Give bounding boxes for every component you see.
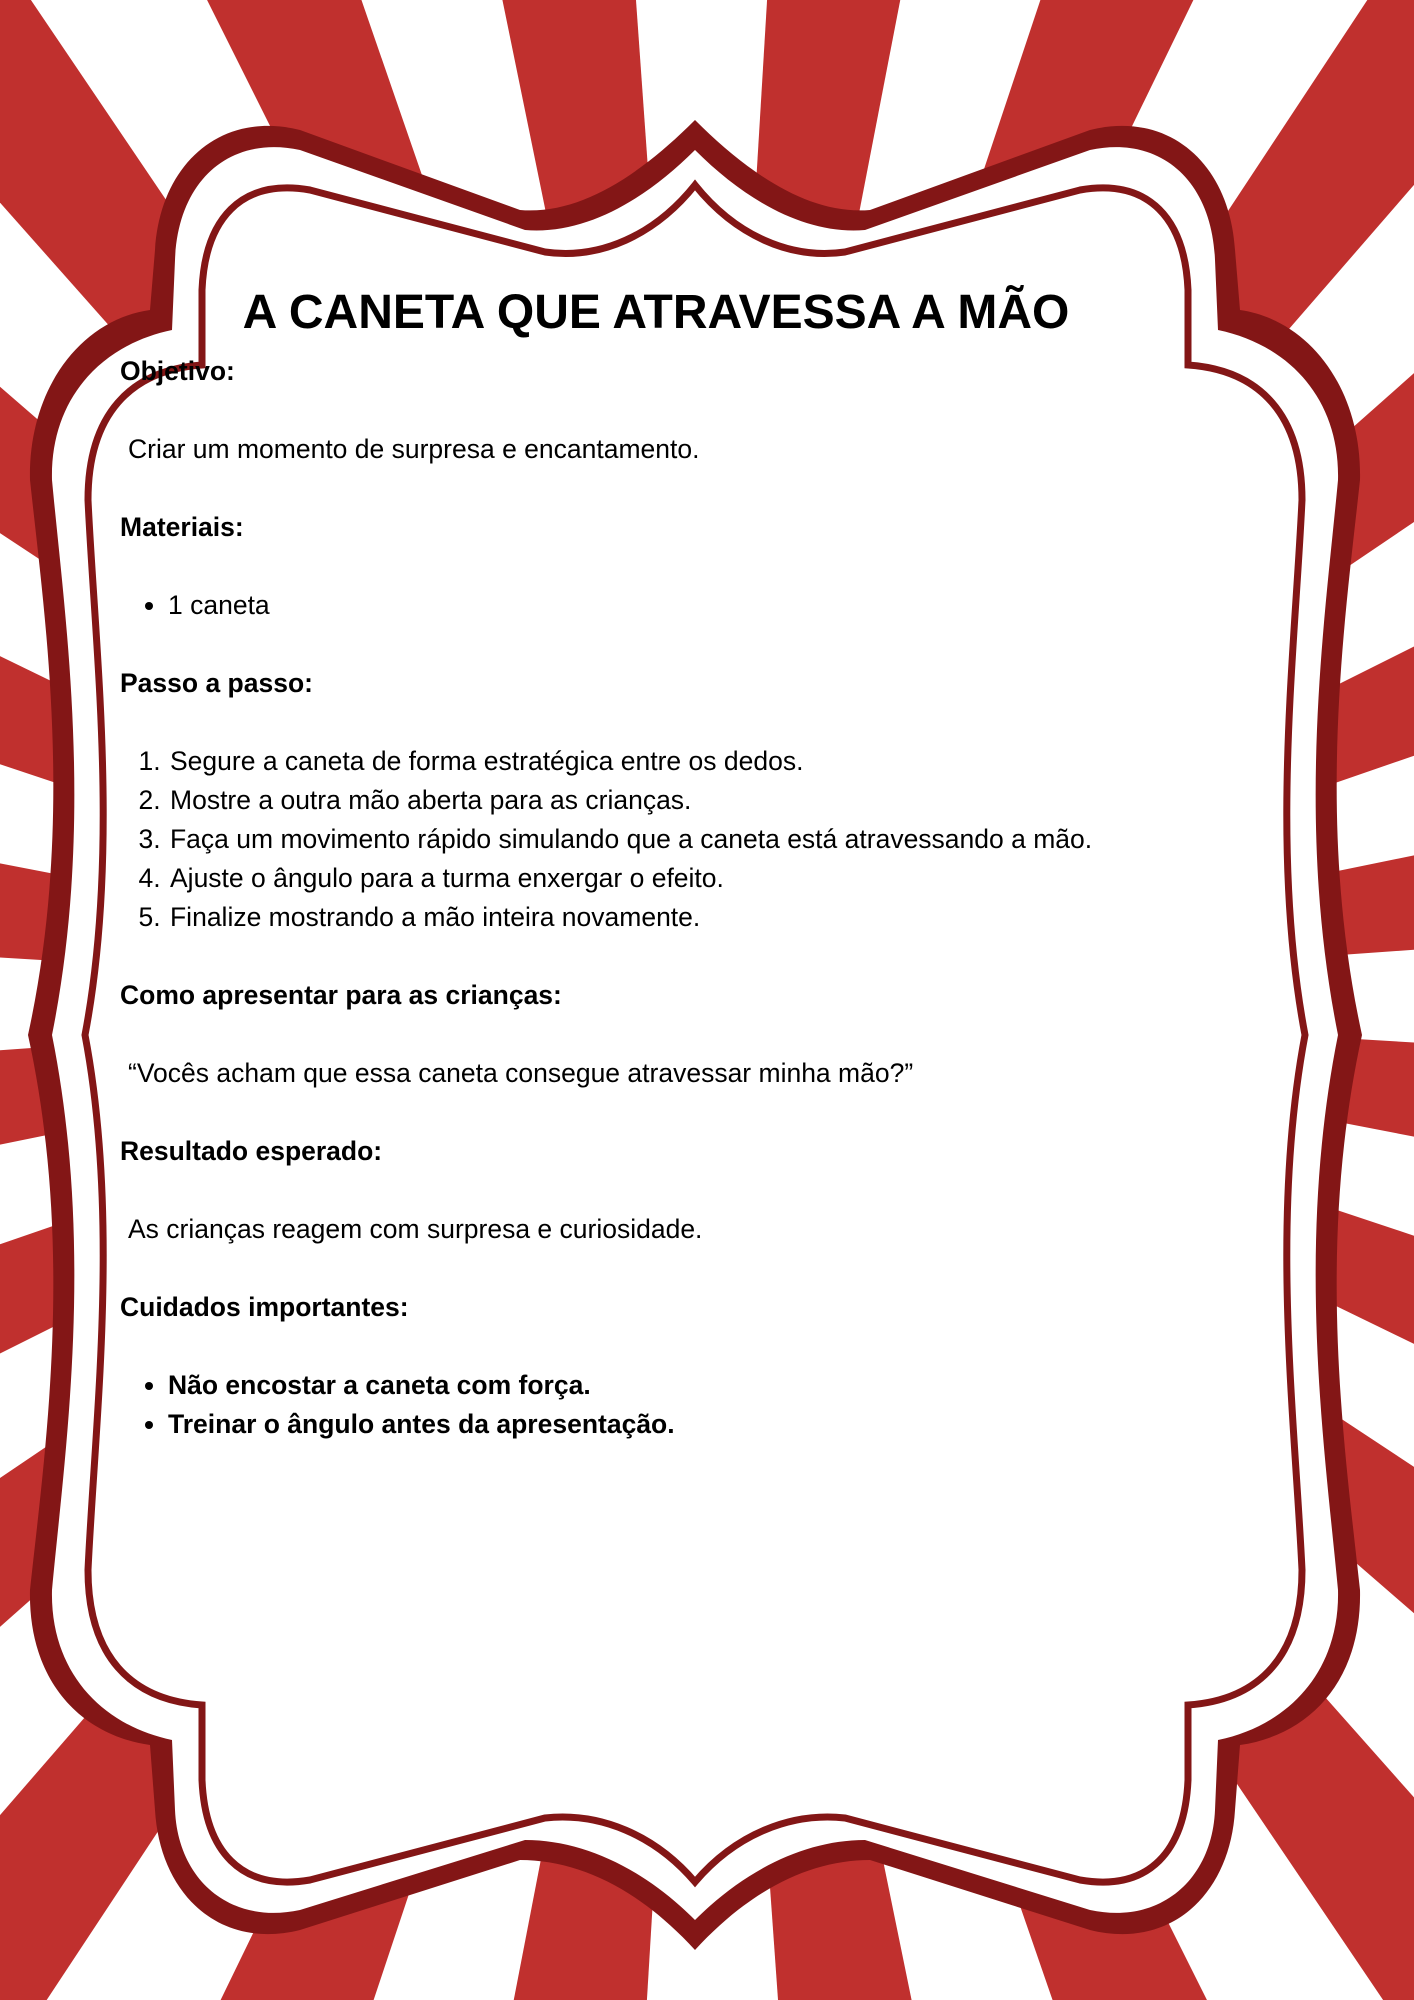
- materiais-heading: Materiais:: [120, 512, 244, 542]
- cuidados-heading: Cuidados importantes:: [120, 1292, 409, 1322]
- list-item: 4. Ajuste o ângulo para a turma enxergar o efeito.: [168, 859, 1240, 898]
- list-item: • Treinar o ângulo antes da apresentação.: [168, 1405, 1240, 1444]
- objetivo-heading: Objetivo:: [120, 356, 235, 386]
- list-item: • Não encostar a caneta com força.: [168, 1366, 1240, 1405]
- page-title: A CANETA QUE ATRAVESSA A MÃO: [242, 286, 1070, 339]
- passo-heading: Passo a passo:: [120, 668, 313, 698]
- list-item: 2. Mostre a outra mão aberta para as crianças.: [168, 781, 1240, 820]
- list-item: 5. Finalize mostrando a mão inteira novamente.: [168, 898, 1240, 937]
- list-item: 3. Faça um movimento rápido simulando que a caneta está atravessando a mão.: [168, 820, 1240, 859]
- apresentar-heading: Como apresentar para as crianças:: [120, 980, 562, 1010]
- apresentar-text: “Vocês acham que essa caneta consegue atravessar minha mão?”: [128, 1058, 914, 1088]
- materiais-list: [120, 586, 1240, 625]
- resultado-heading: Resultado esperado:: [120, 1136, 383, 1166]
- content-area: [120, 278, 1240, 1444]
- objetivo-text: Criar um momento de surpresa e encantamento.: [128, 434, 700, 464]
- passo-list: [120, 742, 1240, 937]
- list-item: • 1 caneta: [168, 586, 1240, 625]
- resultado-text: As crianças reagem com surpresa e curiosidade.: [128, 1214, 703, 1244]
- cuidados-list: [120, 1366, 1240, 1444]
- list-item: 1. Segure a caneta de forma estratégica entre os dedos.: [168, 742, 1240, 781]
